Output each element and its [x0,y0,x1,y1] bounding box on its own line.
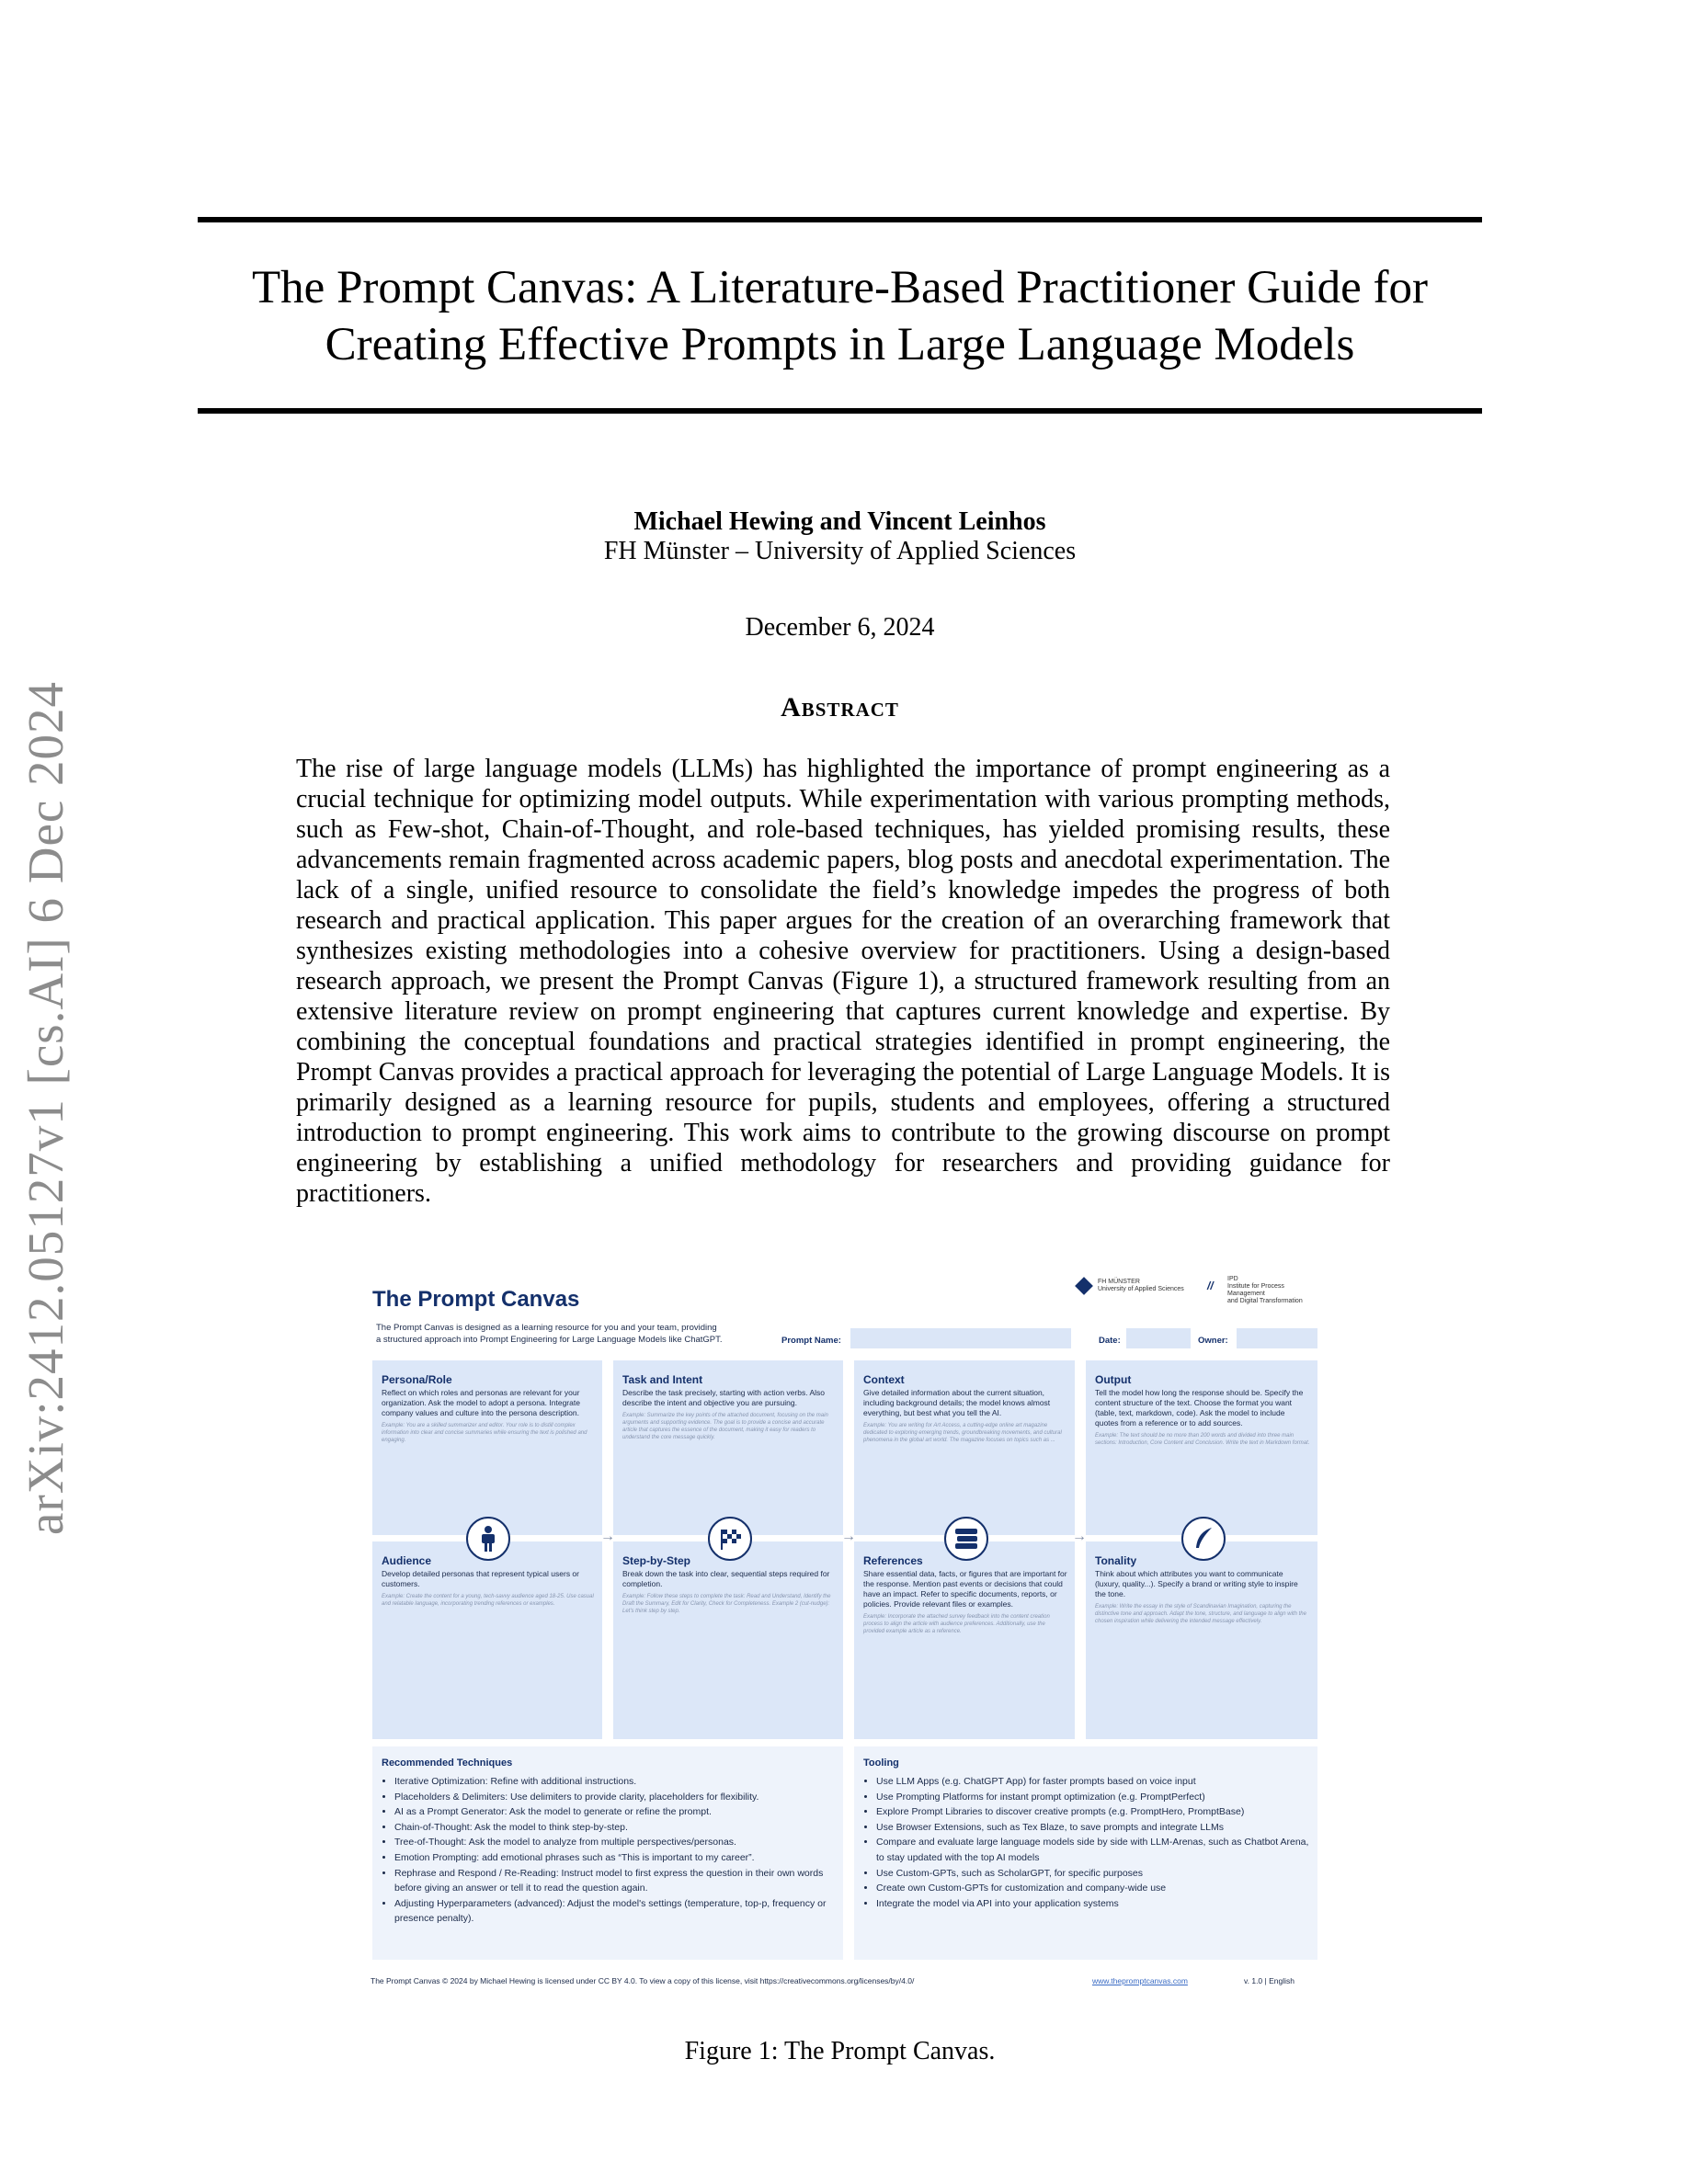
books-stack-icon [944,1517,988,1561]
card-description: Develop detailed personas that represent typical users or customers. [382,1569,579,1588]
card-title: Audience [382,1554,432,1567]
feather-quill-icon [1181,1517,1226,1561]
step-by-step-card [613,1541,843,1739]
card-example: Example: Create the content for a young, tech-savvy audience aged 18-25. Use casual and relatable language, incorporating trending references or examples. [382,1594,594,1607]
card-title: Persona/Role [382,1373,452,1386]
list-item: • Iterative Optimization: Refine with additional instructions. [394,1774,836,1790]
arxiv-side-stamp: arXiv:2412.05127v1 [cs.AI] 6 Dec 2024 [17,680,74,1535]
references-card [854,1541,1075,1739]
tooling-title: Tooling [863,1757,899,1769]
logo1-line-2: University of Applied Sciences [1098,1286,1184,1292]
list-item: • Use Custom-GPTs, such as ScholarGPT, for specific purposes [876,1866,1310,1882]
context-card [854,1360,1075,1535]
tonality-card [1086,1541,1317,1739]
prompt-name-field[interactable] [850,1328,1071,1348]
card-example: Example: You are a skilled summarizer and editor. Your role is to distill complex information into clear and concise summaries while ensuring the text is polished and engaging. [382,1423,587,1443]
date-field[interactable] [1126,1328,1191,1348]
footer-version: v. 1.0 | English [1244,1976,1295,1985]
card-title: Output [1095,1373,1132,1386]
card-example: Example: The text should be no more than 200 words and divided into three main sections: Introduction, Core Content and Conclusion. Write the text in Markdown format. [1095,1433,1310,1446]
canvas-footer [371,1976,1327,1985]
list-item: • Emotion Prompting: add emotional phrases such as “This is important to my career”. [394,1850,836,1866]
footer-license: The Prompt Canvas © 2024 by Michael Hewing is licensed under CC BY 4.0. To view a copy of this license, visit https://creativecommons.org/licenses/by/4.0/ [371,1976,915,1985]
canvas-intro-line-1: The Prompt Canvas is designed as a learning resource for you and your team, providing [376,1323,717,1333]
owner-field[interactable] [1237,1328,1317,1348]
logo2-line-2: Institute for Process Management [1227,1283,1284,1297]
list-item: • Chain-of-Thought: Ask the model to think step-by-step. [394,1820,836,1836]
paper-title [198,259,1482,373]
prompt-canvas-figure [363,1264,1324,1999]
persona-role-card [372,1360,602,1535]
card-title: Task and Intent [622,1373,703,1386]
card-example: Example: Summarize the key points of the attached document, focusing on the main arguments and supporting evidence. The goal is to provide a concise and accurate article that captures the essence of the document, making it easy for readers to understand the core message quickly. [622,1413,828,1440]
list-item: • Compare and evaluate large language models side by side with LLM-Arenas, such as Chatbot Arena, to stay updated with the top AI models [876,1835,1310,1865]
prompt-name-label: Prompt Name: [781,1336,841,1346]
list-item: • Placeholders & Delimiters: Use delimiters to provide clarity, placeholders for flexibility. [394,1790,836,1805]
list-item: • Adjusting Hyperparameters (advanced): Adjust the model's settings (temperature, top-p, frequency or presence penalty). [394,1896,836,1927]
figure-caption: Figure 1: The Prompt Canvas. [684,2037,996,2065]
abstract-text: The rise of large language models (LLMs) has highlighted the importance of prompt engineering as a crucial technique for optimizing model outputs. While experimentation with various prompting methods, such as Few-shot, Chain-of-Thought, and role-based techniques, has yielded promising results, these advancements remain fragmented across academic papers, blog posts and anecdotal experimentation. The lack of a single, unified resource to consolidate the field’s knowledge impedes the progress of both research and practical application. This paper argues for the creation of an overarching framework that synthesizes existing methodologies into a cohesive overview for practitioners. Using a design-based research approach, we present the Prompt Canvas (Figure 1), a structured framework resulting from an extensive literature review on prompt engineering that captures current knowledge and expertise. By combining the conceptual foundations and practical strategies identified in prompt engineering, the Prompt Canvas provides a practical approach for leveraging the potential of Large Language Models. It is primarily designed as a learning resource for pupils, students and employees, offering a structured introduction to prompt engineering. This work aims to contribute to the growing discourse on prompt engineering by establishing a unified methodology for researchers and providing guidance for practitioners. [296,755,1390,1208]
card-example: Example: Incorporate the attached survey feedback into the content creation process to align the article with audience preferences. Additionally, use the provided example article as a reference. [863,1614,1050,1634]
flow-arrow-icon: → [1072,1529,1087,1544]
fh-muenster-logo-text [1098,1279,1184,1293]
canvas-intro-line-2: a structured approach into Prompt Engineering for Large Language Models like ChatGPT. [376,1335,723,1345]
list-item: • Use Prompting Platforms for instant prompt optimization (e.g. PromptPerfect) [876,1790,1310,1805]
list-item: • Rephrase and Respond / Re-Reading: Instruct model to first express the question in their own words before giving an answer or tell it to read the question again. [394,1866,836,1896]
card-example: Example: Write the essay in the style of Scandinavian Imagination, capturing the distinctive tone and approach. Adapt the tone, structure, and language to align with the chosen inspiration while delivering the intended message effectively. [1095,1604,1306,1624]
canvas-title: The Prompt Canvas [372,1287,580,1312]
owner-label: Owner: [1198,1336,1228,1346]
authors: Michael Hewing and Vincent Leinhos [633,507,1046,536]
logo2-line-1: IPD [1227,1276,1238,1282]
person-icon [466,1517,510,1561]
card-example: Example: Follow these steps to complete the task: Read and Understand, Identify the Draft the Summary, Edit for Clarity, Check for Completeness. Example 2 (cut-nudge): Let's think step by step. [622,1594,831,1614]
checkered-flag-icon [708,1517,752,1561]
tooling-list [863,1774,1310,1911]
top-rule [198,217,1482,222]
card-title: References [863,1554,923,1567]
flow-arrow-icon: → [841,1529,856,1544]
card-description: Break down the task into clear, sequential steps required for completion. [622,1569,830,1588]
footer-website-link[interactable]: www.thepromptcanvas.com [1092,1976,1188,1985]
list-item: • Create own Custom-GPTs for customization and company-wide use [876,1881,1310,1896]
canvas-logos [1076,1278,1319,1305]
card-description: Think about which attributes you want to communicate (luxury, quality...). Specify a brand or writing style to inspire the tone. [1095,1569,1298,1598]
techniques-title: Recommended Techniques [382,1757,513,1769]
output-card [1086,1360,1317,1535]
card-description: Give detailed information about the current situation, including background details; the model knows almost everything, but best what you tell the AI. [863,1388,1051,1417]
list-item: • Use Browser Extensions, such as Tex Blaze, to save prompts and integrate LLMs [876,1820,1310,1836]
card-title: Tonality [1095,1554,1137,1567]
ipd-logo-icon: // [1207,1280,1214,1292]
recommended-techniques-box [372,1746,843,1960]
canvas-intro [376,1322,762,1346]
list-item: • Integrate the model via API into your application systems [876,1896,1310,1912]
card-title: Context [863,1373,905,1386]
card-description: Share essential data, facts, or figures that are important for the response. Mention past events or decisions that could have an impact. Refer to specific documents, reports, or policies. Provide relevant files or examples. [863,1569,1067,1609]
card-title: Step-by-Step [622,1554,691,1567]
list-item: • Explore Prompt Libraries to discover creative prompts (e.g. PromptHero, PromptBase) [876,1804,1310,1820]
ipd-logo-text [1227,1276,1319,1305]
tooling-box [854,1746,1317,1960]
card-description: Tell the model how long the response should be. Specify the content structure of the text. Choose the format you want (table, text, markdown, code). Ask the model to include quotes from a reference or to add sources. [1095,1388,1304,1428]
title-bottom-rule [198,408,1482,414]
affiliation: FH Münster – University of Applied Sciences [603,537,1077,565]
card-description: Describe the task precisely, starting with action verbs. Also describe the intent and objective you are pursuing. [622,1388,825,1407]
publication-date: December 6, 2024 [745,613,935,642]
abstract-heading: Abstract [781,692,899,722]
logo1-line-1: FH MÜNSTER [1098,1279,1140,1285]
fh-muenster-logo-icon [1075,1277,1093,1295]
audience-card [372,1541,602,1739]
title-line-2: Creating Effective Prompts in Large Language Models [325,319,1355,370]
title-line-1: The Prompt Canvas: A Literature-Based Practitioner Guide for [252,262,1428,313]
list-item: • Tree-of-Thought: Ask the model to analyze from multiple perspectives/personas. [394,1835,836,1850]
logo2-line-3: and Digital Transformation [1227,1298,1303,1304]
techniques-list [382,1774,836,1927]
task-intent-card [613,1360,843,1535]
card-description: Reflect on which roles and personas are relevant for your organization. Ask the model to adopt a persona. Integrate company values and culture into the persona description. [382,1388,580,1417]
card-example: Example: You are writing for Art Access, a cutting-edge online art magazine dedicated to exploring emerging trends, groundbreaking movements, and cultural phenomena in the global art world. The magazine focuses on topics such as ... [863,1423,1062,1443]
list-item: • AI as a Prompt Generator: Ask the model to generate or refine the prompt. [394,1804,836,1820]
list-item: • Use LLM Apps (e.g. ChatGPT App) for faster prompts based on voice input [876,1774,1310,1790]
flow-arrow-icon: → [600,1529,615,1544]
date-label: Date: [1099,1336,1121,1346]
